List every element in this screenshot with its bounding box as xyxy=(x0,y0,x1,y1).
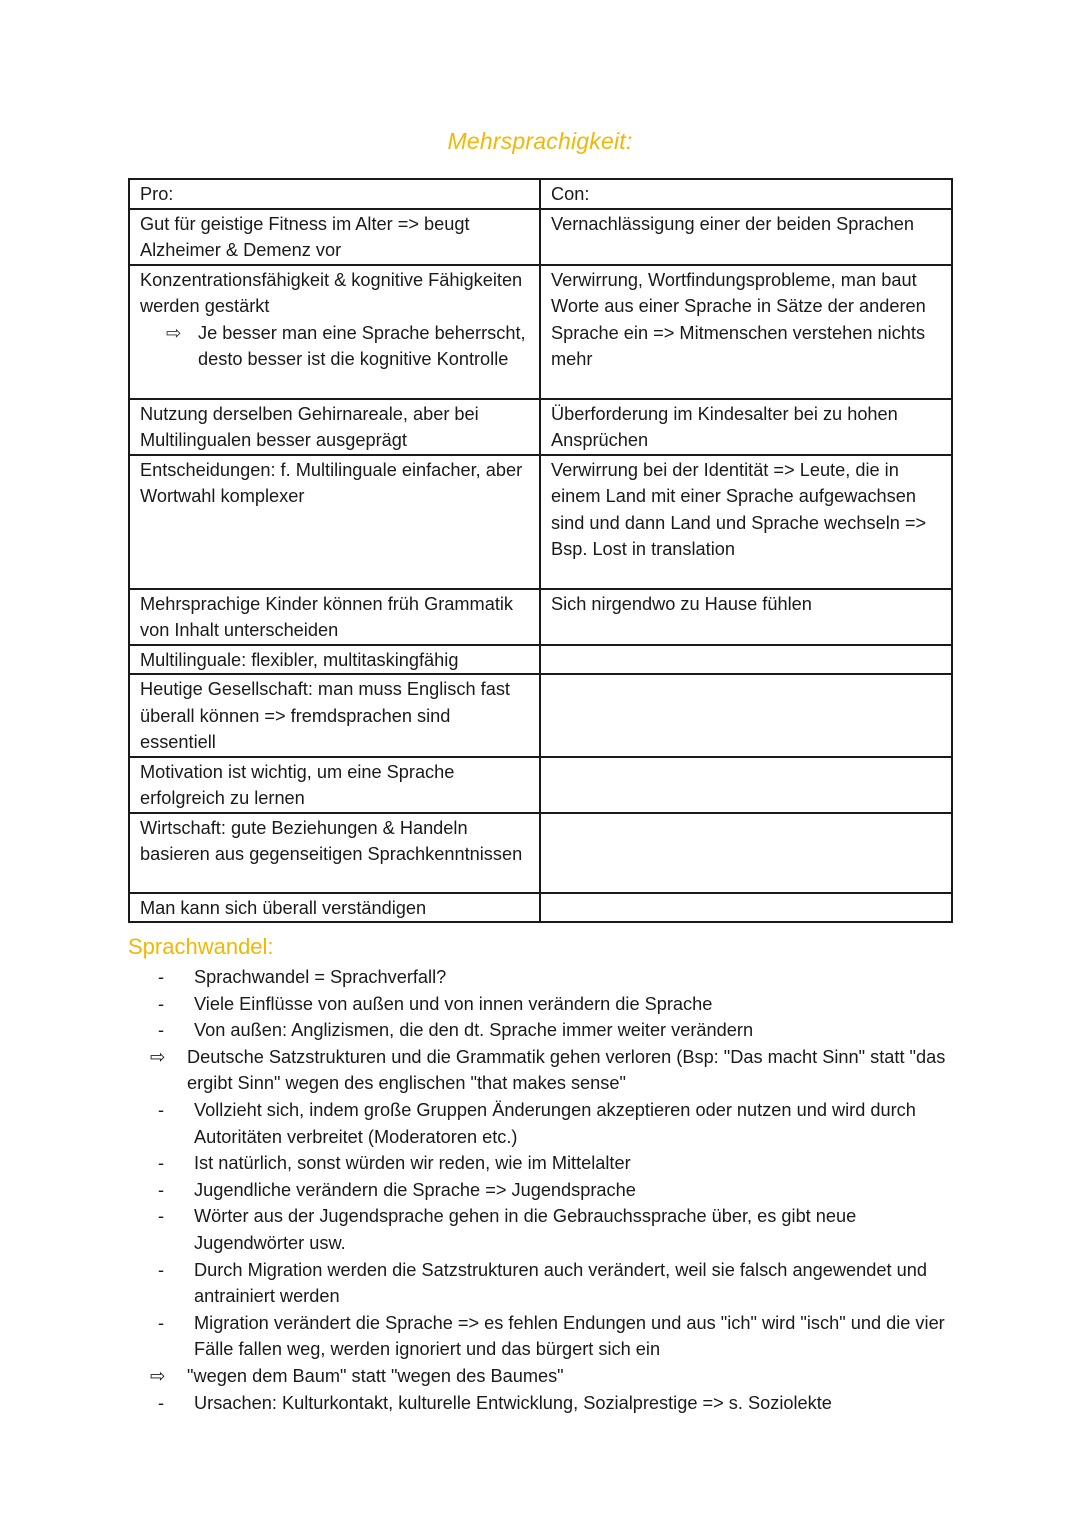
list-item-text: Ist natürlich, sonst würden wir reden, wie im Mittelalter xyxy=(194,1153,631,1174)
pro-text: Konzentrationsfähigkeit & kognitive Fähigkeiten werden gestärkt xyxy=(140,269,523,316)
list-item-text: Migration verändert die Sprache => es fehlen Endungen und aus "ich" wird "isch" und die vier Fälle fallen weg, werden ignoriert und das bürgert sich ein xyxy=(194,1312,945,1360)
table-row xyxy=(129,265,952,399)
list-item xyxy=(150,964,960,991)
con-cell: Verwirrung bei der Identität => Leute, die in einem Land mit einer Sprache aufgewachsen sind und dann Land und Sprache wechseln => Bsp. Lost in translation xyxy=(540,455,952,589)
section-title: Sprachwandel: xyxy=(128,934,274,959)
bullet-marker: - xyxy=(158,1153,165,1174)
pro-cell: Heutige Gesellschaft: man muss Englisch fast überall können => fremdsprachen sind essentiell xyxy=(129,674,540,757)
arrow-right-icon: ⇨ xyxy=(150,1046,166,1067)
table-row xyxy=(129,757,952,813)
bullet-marker: - xyxy=(158,1312,165,1333)
page-title: Mehrsprachigkeit: xyxy=(447,128,633,154)
list-item xyxy=(150,1257,960,1310)
header-con: Con: xyxy=(540,179,952,209)
table-header-row xyxy=(129,179,952,209)
list-item xyxy=(150,1363,960,1390)
table-row xyxy=(129,399,952,455)
pro-cell: Man kann sich überall verständigen xyxy=(129,893,540,923)
table-row xyxy=(129,674,952,757)
list-item-text: Sprachwandel = Sprachverfall? xyxy=(194,967,447,987)
pro-cell: Motivation ist wichtig, um eine Sprache erfolgreich zu lernen xyxy=(129,757,540,813)
list-item xyxy=(150,1017,960,1044)
con-cell: Verwirrung, Wortfindungsprobleme, man baut Worte aus einer Sprache in Sätze der anderen Sprache ein => Mitmenschen verstehen nichts mehr xyxy=(540,265,952,399)
header-pro: Pro: xyxy=(129,179,540,209)
list-item xyxy=(150,1044,960,1097)
list-item-text: Deutsche Satzstrukturen und die Grammatik gehen verloren (Bsp: "Das macht Sinn" statt "das ergibt Sinn" wegen des englischen "that makes sense" xyxy=(187,1046,946,1094)
pro-subpoint-text: Je besser man eine Sprache beherrscht, desto besser ist die kognitive Kontrolle xyxy=(198,322,526,369)
pro-cell: Entscheidungen: f. Multilinguale einfacher, aber Wortwahl komplexer xyxy=(129,455,540,589)
con-cell xyxy=(540,813,952,893)
bullet-marker: - xyxy=(158,1259,165,1280)
list-item-text: Ursachen: Kulturkontakt, kulturelle Entwicklung, Sozialprestige => s. Soziolekte xyxy=(194,1392,832,1413)
con-cell: Vernachlässigung einer der beiden Sprachen xyxy=(540,209,952,265)
pro-cell xyxy=(129,265,540,399)
arrow-right-icon: ⇨ xyxy=(150,1365,166,1386)
list-item xyxy=(150,1203,960,1256)
bullet-marker: - xyxy=(158,1099,165,1120)
con-cell: Überforderung im Kindesalter bei zu hohen Ansprüchen xyxy=(540,399,952,455)
list-item xyxy=(150,1310,960,1363)
con-cell xyxy=(540,645,952,675)
list-item-text: Viele Einflüsse von außen und von innen verändern die Sprache xyxy=(194,993,713,1014)
table-row xyxy=(129,589,952,645)
pro-cell: Multilinguale: flexibler, multitaskingfähig xyxy=(129,645,540,675)
arrow-right-icon: ⇨ xyxy=(166,322,182,343)
pro-cell: Mehrsprachige Kinder können früh Grammatik von Inhalt unterscheiden xyxy=(129,589,540,645)
list-item-text: Wörter aus der Jugendsprache gehen in die Gebrauchssprache über, es gibt neue Jugendwörter usw. xyxy=(194,1206,857,1253)
list-item xyxy=(150,1390,960,1417)
table-row xyxy=(129,209,952,265)
bullet-marker: - xyxy=(158,967,165,987)
pro-cell: Gut für geistige Fitness im Alter => beugt Alzheimer & Demenz vor xyxy=(129,209,540,265)
bullet-marker: - xyxy=(158,1020,165,1041)
table-row xyxy=(129,455,952,589)
list-item-text: "wegen dem Baum" statt "wegen des Baumes" xyxy=(187,1365,564,1386)
bullet-marker: - xyxy=(158,993,165,1014)
list-item-text: Von außen: Anglizismen, die den dt. Sprache immer weiter verändern xyxy=(194,1020,754,1041)
list-item-text: Durch Migration werden die Satzstrukturen auch verändert, weil sie falsch angewendet und antrainiert werden xyxy=(194,1259,927,1307)
list-item xyxy=(150,1177,960,1204)
table-row xyxy=(129,893,952,923)
pro-cell: Nutzung derselben Gehirnareale, aber bei Multilingualen besser ausgeprägt xyxy=(129,399,540,455)
pro-con-table xyxy=(128,178,953,923)
pro-subpoint xyxy=(140,320,530,373)
list-item xyxy=(150,1097,960,1150)
con-cell: Sich nirgendwo zu Hause fühlen xyxy=(540,589,952,645)
con-cell xyxy=(540,893,952,923)
table-row xyxy=(129,813,952,893)
list-item xyxy=(150,1150,960,1177)
list-item-text: Jugendliche verändern die Sprache => Jugendsprache xyxy=(194,1179,636,1200)
bullet-marker: - xyxy=(158,1206,165,1227)
list-item xyxy=(150,991,960,1018)
con-cell xyxy=(540,757,952,813)
con-cell xyxy=(540,674,952,757)
list-item-text: Vollzieht sich, indem große Gruppen Änderungen akzeptieren oder nutzen und wird durch Autoritäten verbreitet (Moderatoren etc.) xyxy=(194,1099,916,1147)
pro-cell: Wirtschaft: gute Beziehungen & Handeln basieren aus gegenseitigen Sprachkenntnissen xyxy=(129,813,540,893)
bullet-marker: - xyxy=(158,1179,165,1200)
bullet-marker: - xyxy=(158,1392,165,1413)
sprachwandel-list xyxy=(150,964,960,1416)
table-row xyxy=(129,645,952,675)
